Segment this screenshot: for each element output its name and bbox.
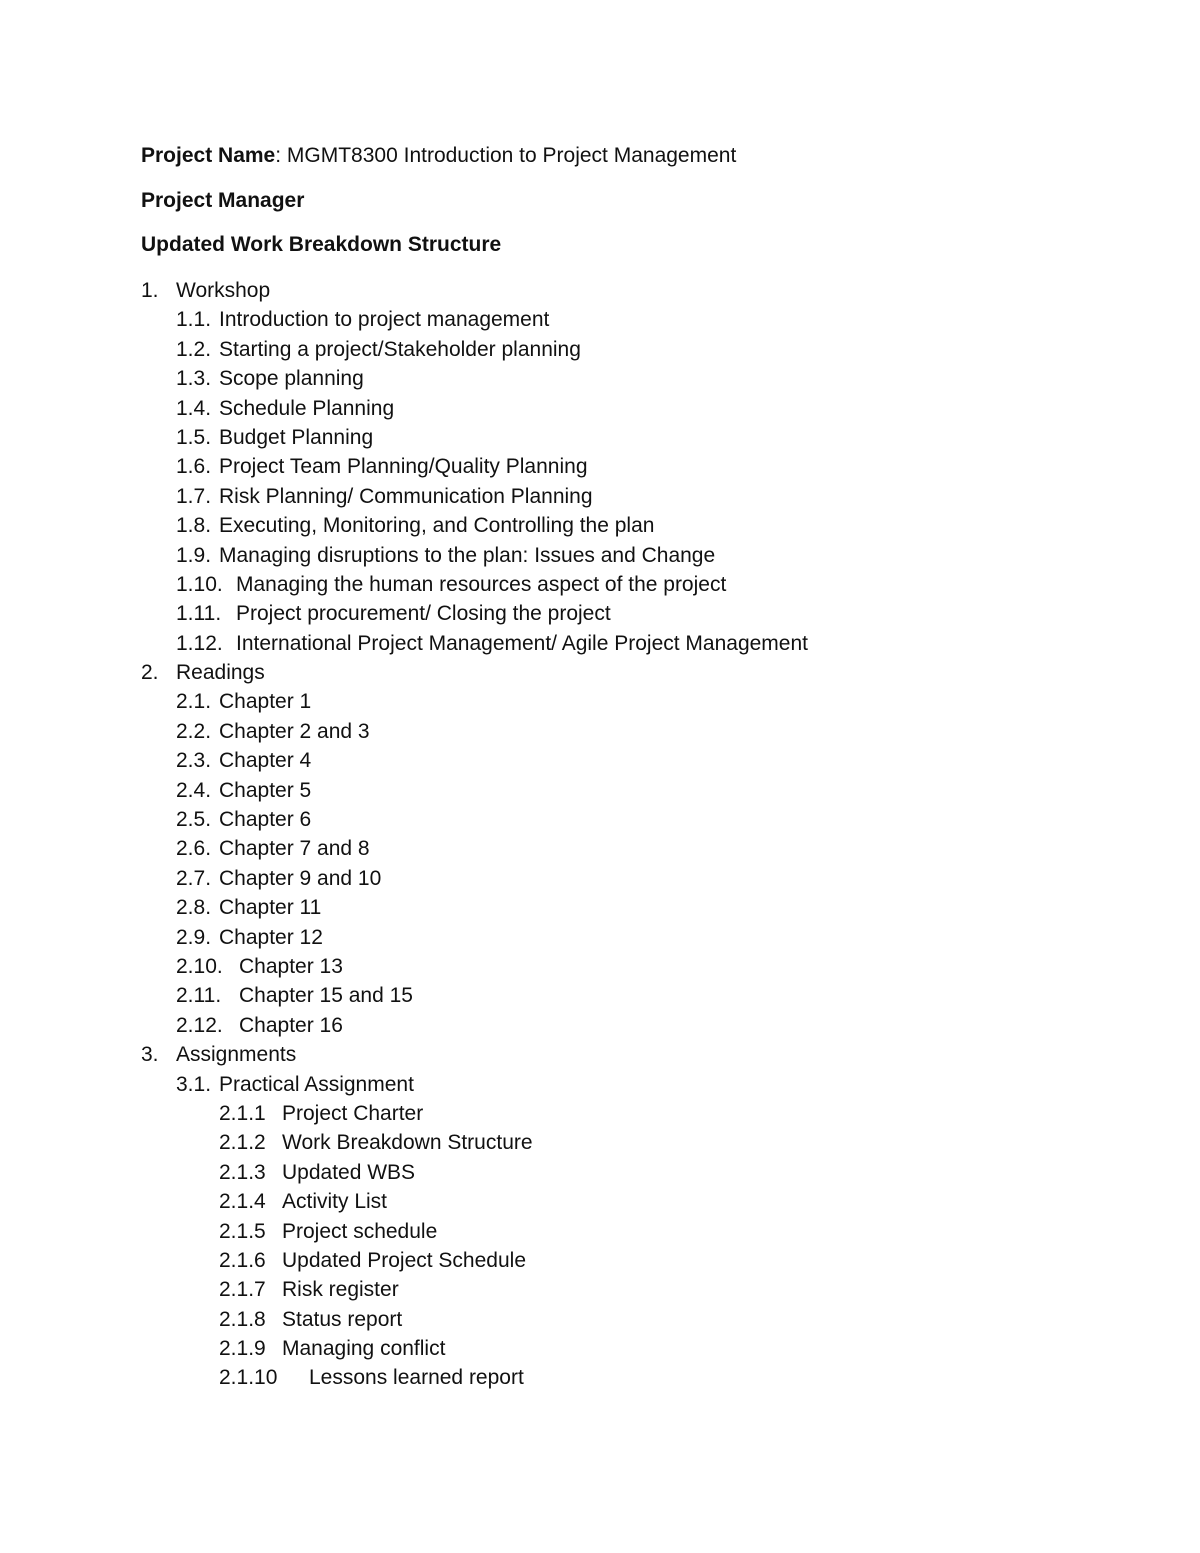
list-item — [0, 981, 1200, 1010]
item-label: Updated Project Schedule — [282, 1248, 526, 1272]
wbs-list — [0, 276, 1200, 1393]
item-label: Assignments — [176, 1043, 297, 1067]
item-label: Chapter 6 — [219, 808, 312, 832]
item-number: 2.4. — [176, 778, 212, 802]
item-label: Budget Planning — [219, 425, 374, 449]
item-number: 2.12. — [176, 1013, 223, 1037]
wbs-item-readings — [0, 658, 1200, 687]
list-item — [0, 1363, 1200, 1392]
list-item — [0, 717, 1200, 746]
list-item — [0, 834, 1200, 863]
list-item — [0, 1158, 1200, 1187]
item-label: Lessons learned report — [309, 1366, 524, 1390]
item-number: 1.5. — [176, 425, 212, 449]
item-label: Status report — [282, 1307, 403, 1331]
list-item — [0, 541, 1200, 570]
project-name-label: Project Name — [141, 144, 276, 167]
item-number: 2.1.2 — [219, 1131, 266, 1155]
item-label: Schedule Planning — [219, 396, 395, 420]
list-item — [0, 364, 1200, 393]
item-label: Updated WBS — [282, 1160, 416, 1184]
item-number: 2.8. — [176, 896, 212, 920]
item-label: Chapter 7 and 8 — [219, 837, 370, 861]
item-number: 2.2. — [176, 719, 212, 743]
item-label: Risk Planning/ Communication Planning — [219, 484, 593, 508]
item-label: Executing, Monitoring, and Controlling the plan — [219, 514, 655, 538]
item-number: 2.6. — [176, 837, 212, 861]
item-number: 1.1. — [176, 308, 212, 332]
item-label: Workshop — [176, 279, 271, 302]
item-label: Project Team Planning/Quality Planning — [219, 455, 588, 479]
list-item — [0, 482, 1200, 511]
list-item — [0, 452, 1200, 481]
list-item — [0, 599, 1200, 628]
item-label: Chapter 2 and 3 — [219, 719, 370, 743]
item-number: 2. — [141, 661, 159, 685]
list-item — [0, 394, 1200, 423]
project-name-line — [141, 143, 736, 169]
item-number: 2.11. — [176, 984, 222, 1008]
project-name-value: MGMT8300 Introduction to Project Management — [286, 144, 737, 167]
item-label: Managing conflict — [282, 1337, 446, 1361]
list-item — [0, 1305, 1200, 1334]
item-label: Introduction to project management — [219, 308, 550, 332]
list-item — [0, 570, 1200, 599]
item-number: 1.11. — [176, 602, 222, 626]
item-label: Chapter 12 — [219, 925, 323, 949]
item-label: Chapter 16 — [239, 1013, 343, 1037]
list-item — [0, 952, 1200, 981]
item-number: 1.8. — [176, 514, 212, 538]
item-label: Chapter 9 and 10 — [219, 866, 382, 890]
item-label: Project procurement/ Closing the project — [236, 602, 611, 626]
item-label: Managing disruptions to the plan: Issues and Change — [219, 543, 716, 567]
wbs-item-practical-assignment — [0, 1070, 1200, 1099]
list-item — [0, 1011, 1200, 1040]
item-label: Chapter 1 — [219, 690, 312, 714]
item-number: 1.4. — [176, 396, 212, 420]
list-item — [0, 1334, 1200, 1363]
item-number: 1.3. — [176, 367, 212, 391]
item-label: Risk register — [282, 1278, 399, 1302]
item-number: 2.1.4 — [219, 1190, 266, 1214]
item-number: 2.10. — [176, 954, 223, 978]
item-label: Starting a project/Stakeholder planning — [219, 337, 581, 361]
item-number: 2.1.1 — [219, 1101, 266, 1125]
item-label: Practical Assignment — [219, 1072, 414, 1096]
item-number: 2.5. — [176, 808, 212, 832]
item-label: Activity List — [282, 1190, 388, 1214]
item-number: 2.1.10 — [219, 1366, 278, 1390]
list-item — [0, 629, 1200, 658]
list-item — [0, 776, 1200, 805]
item-number: 2.1.5 — [219, 1219, 266, 1243]
list-item — [0, 1099, 1200, 1128]
item-label: Project schedule — [282, 1219, 438, 1243]
list-item — [0, 1246, 1200, 1275]
item-number: 2.7. — [176, 866, 212, 890]
item-number: 1.9. — [176, 543, 212, 567]
list-item — [0, 511, 1200, 540]
item-number: 2.1.6 — [219, 1248, 266, 1272]
list-item — [0, 687, 1200, 716]
list-item — [0, 1217, 1200, 1246]
list-item — [0, 305, 1200, 334]
item-label: Chapter 11 — [219, 896, 322, 920]
wbs-item-assignments — [0, 1040, 1200, 1069]
item-number: 2.1.3 — [219, 1160, 266, 1184]
item-number: 2.3. — [176, 749, 212, 773]
item-number: 2.9. — [176, 925, 212, 949]
list-item — [0, 805, 1200, 834]
item-label: International Project Management/ Agile Project Management — [236, 631, 808, 655]
item-number: 1.7. — [176, 484, 212, 508]
item-number: 1.12. — [176, 631, 223, 655]
item-label: Readings — [176, 661, 265, 685]
item-number: 2.1. — [176, 690, 212, 714]
list-item — [0, 1275, 1200, 1304]
item-label: Scope planning — [219, 367, 364, 391]
list-item — [0, 746, 1200, 775]
project-manager-label: Project Manager — [141, 189, 305, 212]
list-item — [0, 1128, 1200, 1157]
item-number: 1. — [141, 279, 159, 302]
project-name-separator: : — [275, 144, 287, 167]
item-label: Chapter 15 and 15 — [239, 984, 413, 1008]
list-item — [0, 1187, 1200, 1216]
item-number: 2.1.8 — [219, 1307, 266, 1331]
list-item — [0, 335, 1200, 364]
item-number: 3.1. — [176, 1072, 212, 1096]
item-label: Project Charter — [282, 1101, 424, 1125]
item-number: 1.10. — [176, 572, 223, 596]
list-item — [0, 923, 1200, 952]
list-item — [0, 893, 1200, 922]
wbs-heading: Updated Work Breakdown Structure — [141, 233, 502, 256]
item-label: Chapter 4 — [219, 749, 312, 773]
list-item — [0, 864, 1200, 893]
list-item — [0, 423, 1200, 452]
item-label: Chapter 13 — [239, 954, 343, 978]
item-number: 1.2. — [176, 337, 212, 361]
item-number: 2.1.9 — [219, 1337, 266, 1361]
item-label: Managing the human resources aspect of the project — [236, 572, 727, 596]
item-number: 1.6. — [176, 455, 212, 479]
item-number: 3. — [141, 1043, 159, 1067]
item-label: Work Breakdown Structure — [282, 1131, 533, 1155]
item-label: Chapter 5 — [219, 778, 312, 802]
item-number: 2.1.7 — [219, 1278, 266, 1302]
wbs-item-workshop — [0, 276, 1200, 305]
